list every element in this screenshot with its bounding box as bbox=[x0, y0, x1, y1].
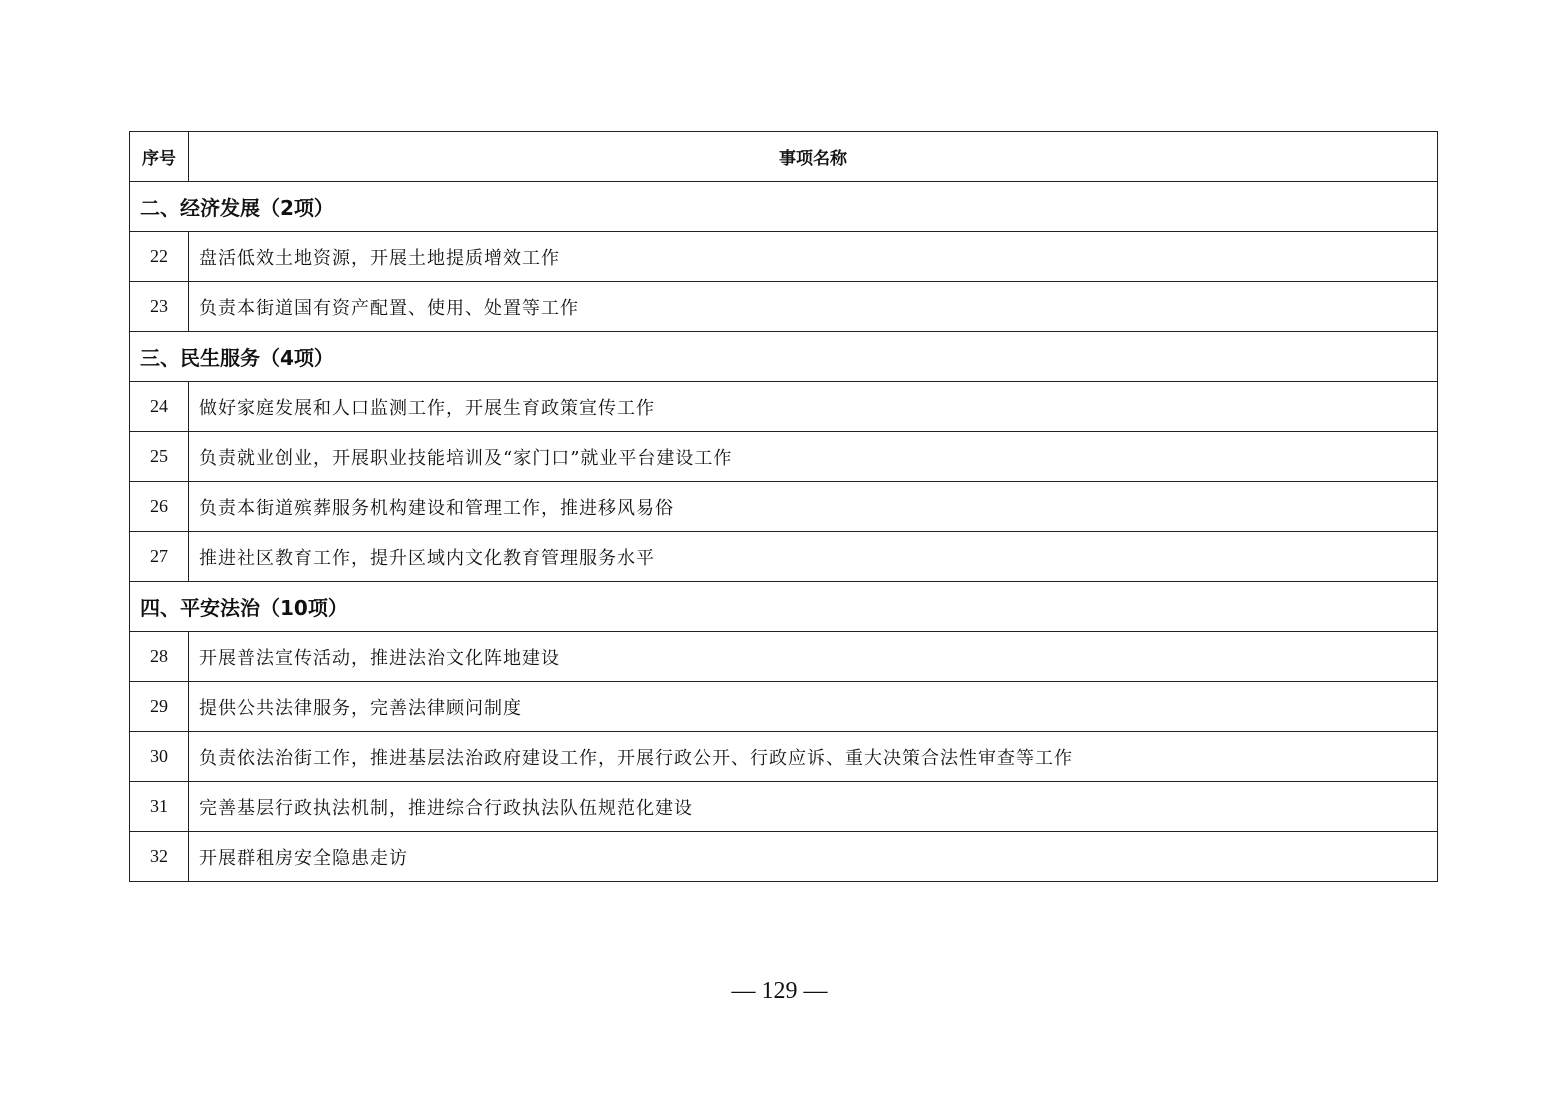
section-title: 二、经济发展（2项） bbox=[130, 182, 1438, 232]
item-number: 26 bbox=[130, 482, 189, 532]
section-title: 四、平安法治（10项） bbox=[130, 582, 1438, 632]
table-row bbox=[130, 282, 1438, 332]
item-number: 32 bbox=[130, 832, 189, 882]
section-title: 三、民生服务（4项） bbox=[130, 332, 1438, 382]
item-name: 做好家庭发展和人口监测工作，开展生育政策宣传工作 bbox=[189, 382, 1438, 432]
table-row bbox=[130, 432, 1438, 482]
table-row bbox=[130, 482, 1438, 532]
item-number: 22 bbox=[130, 232, 189, 282]
table-row bbox=[130, 382, 1438, 432]
table-row bbox=[130, 532, 1438, 582]
item-name: 负责就业创业，开展职业技能培训及“家门口”就业平台建设工作 bbox=[189, 432, 1438, 482]
item-number: 29 bbox=[130, 682, 189, 732]
section-row bbox=[130, 332, 1438, 382]
table-body bbox=[130, 182, 1438, 882]
section-row bbox=[130, 582, 1438, 632]
header-matter-name: 事项名称 bbox=[189, 132, 1438, 182]
item-number: 25 bbox=[130, 432, 189, 482]
table-row bbox=[130, 682, 1438, 732]
item-number: 27 bbox=[130, 532, 189, 582]
item-name: 负责本街道国有资产配置、使用、处置等工作 bbox=[189, 282, 1438, 332]
table-header-row bbox=[130, 132, 1438, 182]
header-serial-number: 序号 bbox=[130, 132, 189, 182]
matters-table bbox=[129, 131, 1438, 882]
table-row bbox=[130, 632, 1438, 682]
table-row bbox=[130, 782, 1438, 832]
item-name: 开展群租房安全隐患走访 bbox=[189, 832, 1438, 882]
item-number: 28 bbox=[130, 632, 189, 682]
item-number: 23 bbox=[130, 282, 189, 332]
item-name: 提供公共法律服务，完善法律顾问制度 bbox=[189, 682, 1438, 732]
item-number: 30 bbox=[130, 732, 189, 782]
table-row bbox=[130, 732, 1438, 782]
item-number: 31 bbox=[130, 782, 189, 832]
section-row bbox=[130, 182, 1438, 232]
page-number: — 129 — bbox=[731, 978, 828, 1004]
item-name: 盘活低效土地资源，开展土地提质增效工作 bbox=[189, 232, 1438, 282]
item-name: 推进社区教育工作，提升区域内文化教育管理服务水平 bbox=[189, 532, 1438, 582]
item-name: 负责本街道殡葬服务机构建设和管理工作，推进移风易俗 bbox=[189, 482, 1438, 532]
item-number: 24 bbox=[130, 382, 189, 432]
table-row bbox=[130, 832, 1438, 882]
item-name: 完善基层行政执法机制，推进综合行政执法队伍规范化建设 bbox=[189, 782, 1438, 832]
table-row bbox=[130, 232, 1438, 282]
item-name: 负责依法治街工作，推进基层法治政府建设工作，开展行政公开、行政应诉、重大决策合法性审查等工作 bbox=[189, 732, 1438, 782]
item-name: 开展普法宣传活动，推进法治文化阵地建设 bbox=[189, 632, 1438, 682]
